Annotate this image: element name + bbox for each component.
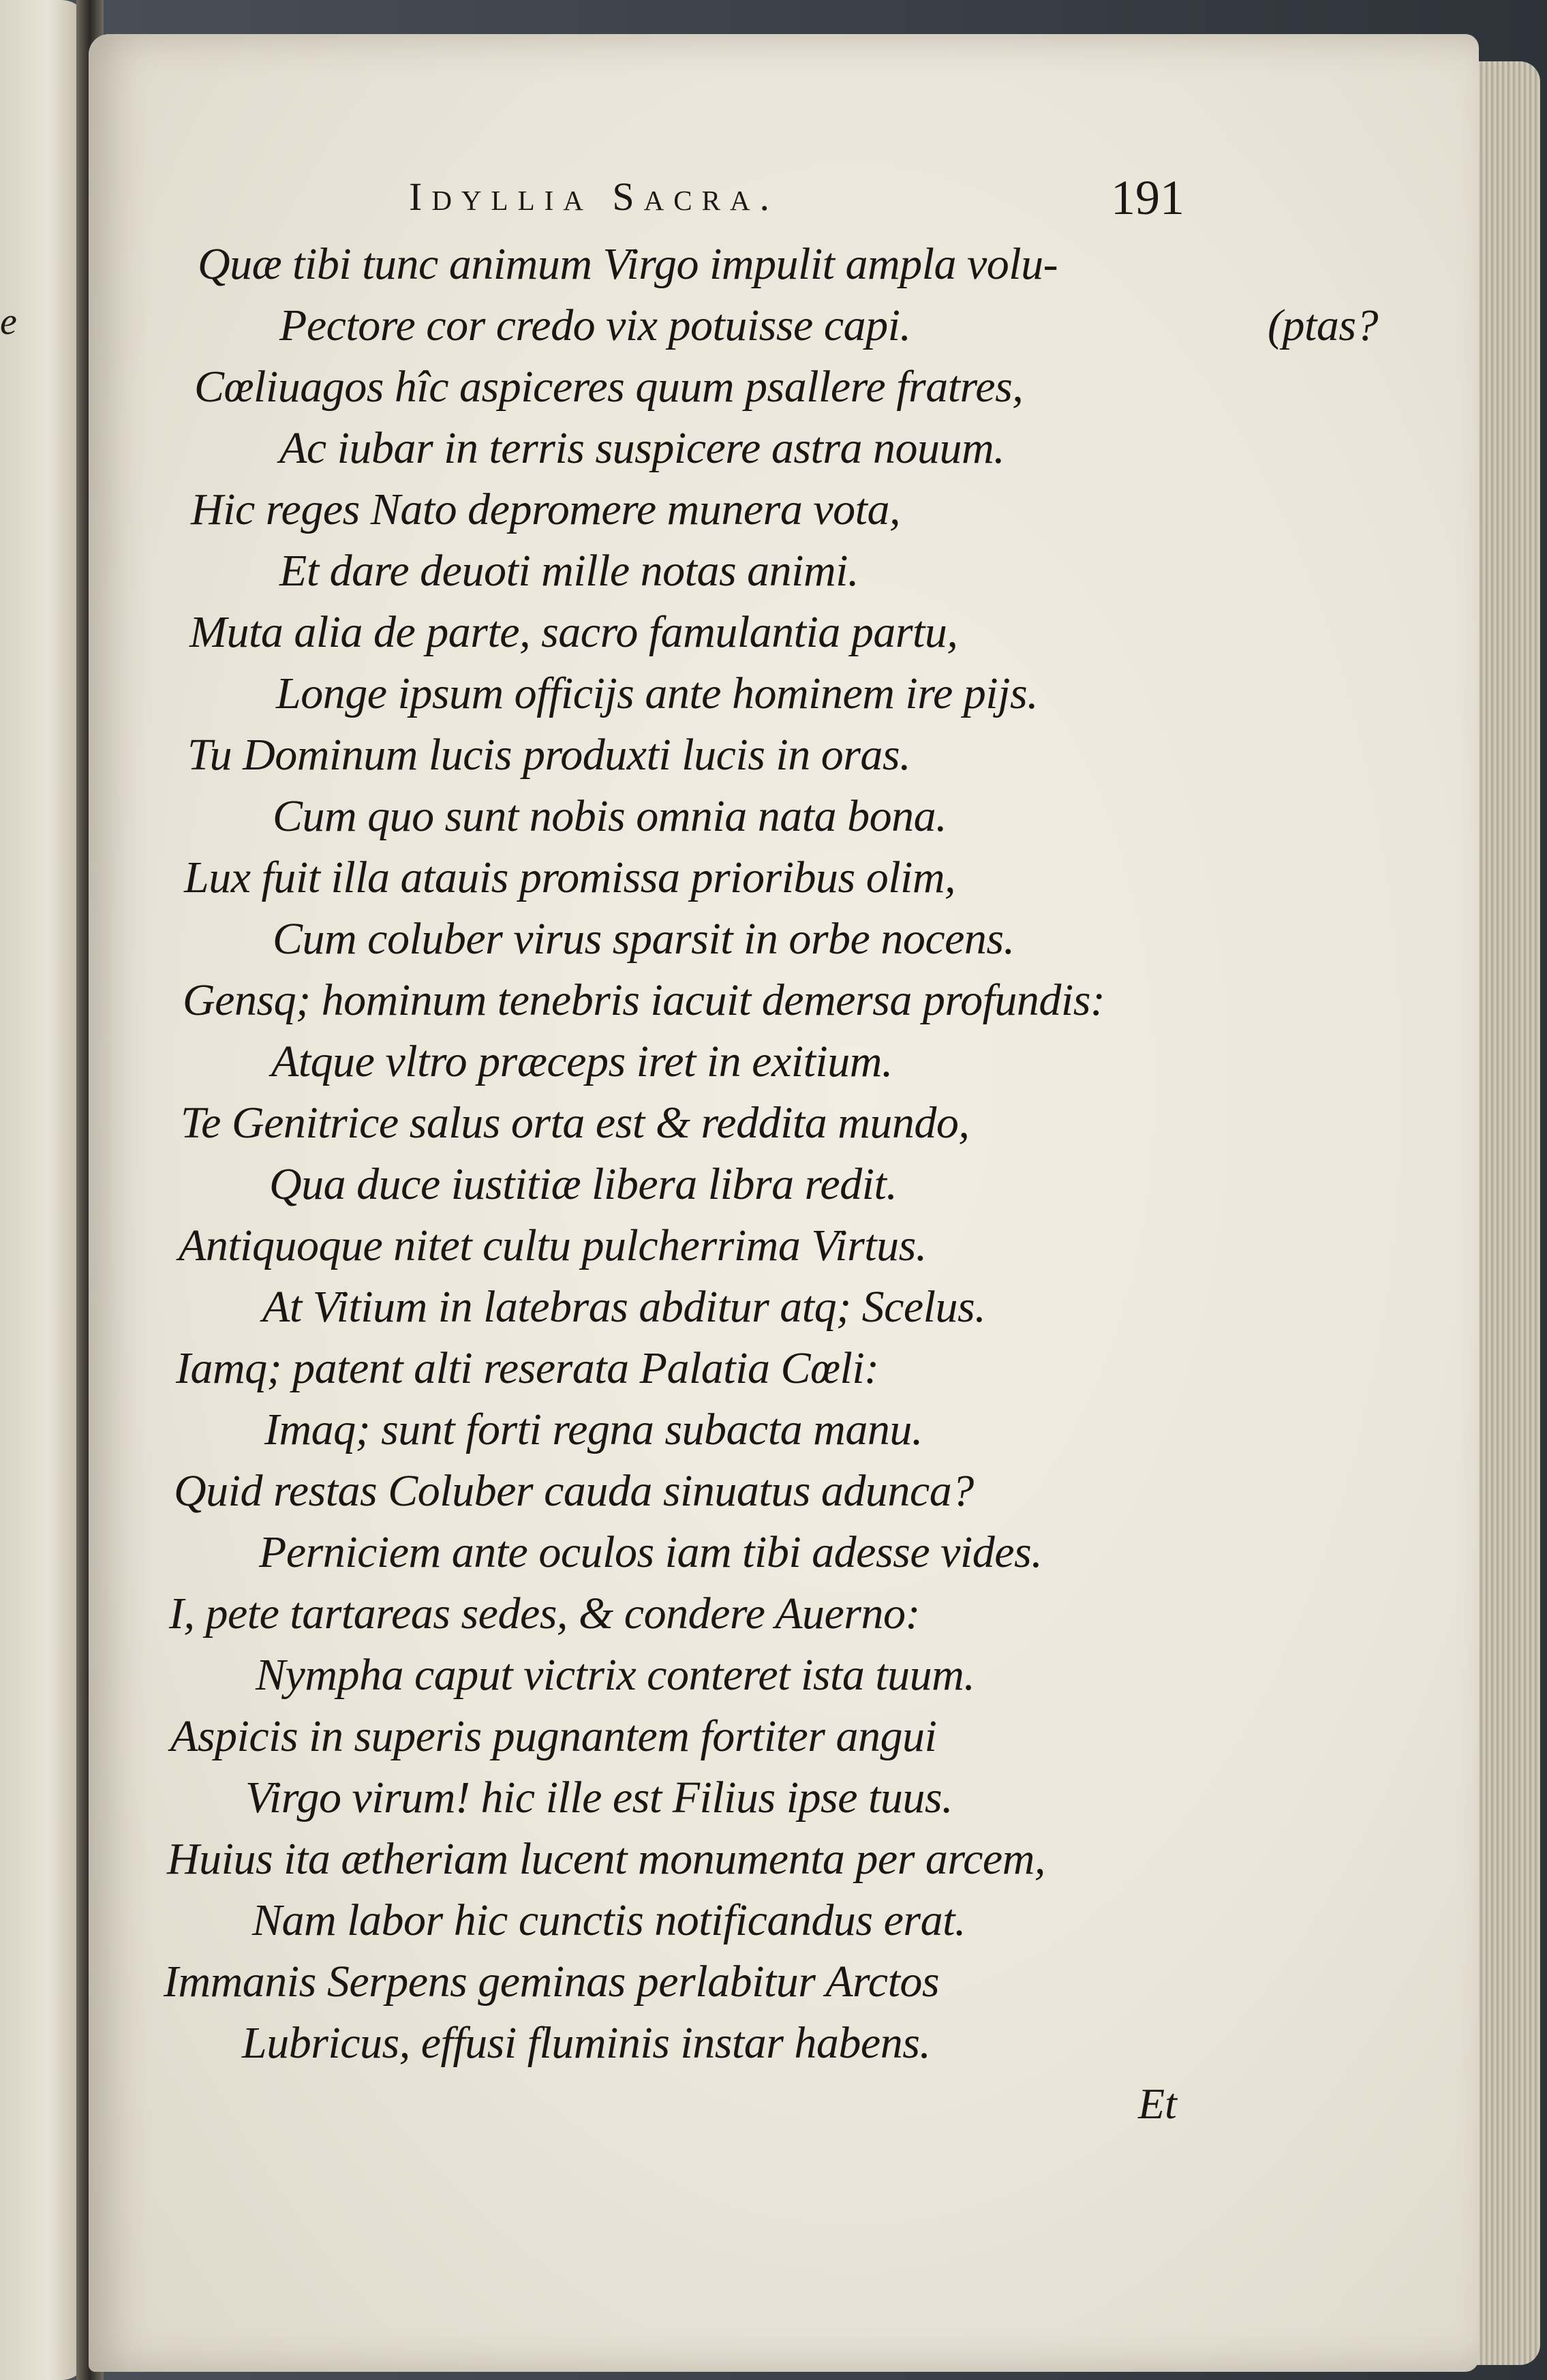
verse-line: Tu Dominum lucis produxti lucis in oras.	[187, 730, 911, 780]
book-page	[89, 34, 1479, 2372]
verse-line: Longe ipsum officijs ante hominem ire pijs.	[276, 669, 1039, 718]
running-head	[89, 170, 1479, 228]
verse-line: Pectore cor credo vix potuisse capi. (ptas?	[279, 301, 1378, 350]
running-title: Idyllia Sacra.	[409, 174, 780, 219]
verse-line: Perniciem ante oculos iam tibi adesse vides.	[259, 1527, 1043, 1577]
verse-line: Quæ tibi tunc animum Virgo impulit ampla volu-	[198, 239, 1058, 289]
verse-line: Te Genitrice salus orta est & reddita mundo,	[181, 1098, 970, 1148]
verse-line: Et dare deuoti mille notas animi.	[279, 546, 859, 596]
verse-line: Gensq; hominum tenebris iacuit demersa profundis:	[183, 975, 1105, 1025]
verse-line: Iamq; patent alti reserata Palatia Cœli:	[176, 1343, 879, 1393]
verse-line: Imaq; sunt forti regna subacta manu.	[264, 1405, 923, 1454]
verse-line: Cum quo sunt nobis omnia nata bona.	[273, 791, 947, 841]
verse-line: Ac iubar in terris suspicere astra nouum.	[279, 423, 1005, 473]
verse-line: Atque vltro præceps iret in exitium.	[271, 1037, 893, 1086]
verse-line: Nympha caput victrix conteret ista tuum.	[256, 1650, 975, 1700]
verse-line: Quid restas Coluber cauda sinuatus adunca?	[174, 1466, 974, 1516]
verse-line: I, pete tartareas sedes, & condere Auerno:	[169, 1589, 920, 1638]
page-number: 191	[1111, 170, 1184, 225]
verse-line: Hic reges Nato depromere munera vota,	[191, 485, 900, 534]
verse-line: Lubricus, effusi fluminis instar habens.	[242, 2018, 931, 2068]
verse-line: Lux fuit illa atauis promissa prioribus olim,	[184, 853, 956, 902]
catchword: Et	[1138, 2079, 1177, 2128]
facing-page-fragment: e	[0, 301, 17, 343]
verse-line: Cum coluber virus sparsit in orbe nocens.	[273, 914, 1015, 964]
verse-line: Aspicis in superis pugnantem fortiter angui	[170, 1711, 937, 1761]
verse-line: Qua duce iustitiæ libera libra redit.	[269, 1159, 898, 1209]
verse-line: Muta alia de parte, sacro famulantia partu,	[189, 607, 958, 657]
verse-turnover: (ptas?	[1268, 301, 1378, 350]
verse-line: Antiquoque nitet cultu pulcherrima Virtus.	[179, 1221, 927, 1270]
verse-line: Huius ita ætheriam lucent monumenta per arcem,	[167, 1834, 1045, 1884]
verse-line: Virgo virum! hic ille est Filius ipse tuus.	[245, 1773, 953, 1822]
facing-page-edge	[0, 0, 89, 2380]
verse-line: Cœliuagos hîc aspiceres quum psallere fratres,	[194, 362, 1024, 412]
verse-line: Nam labor hic cunctis notificandus erat.	[252, 1895, 966, 1945]
verse-line: Immanis Serpens geminas perlabitur Arctos	[164, 1957, 940, 2007]
verse-line: At Vitium in latebras abditur atq; Scelus.	[262, 1282, 986, 1332]
